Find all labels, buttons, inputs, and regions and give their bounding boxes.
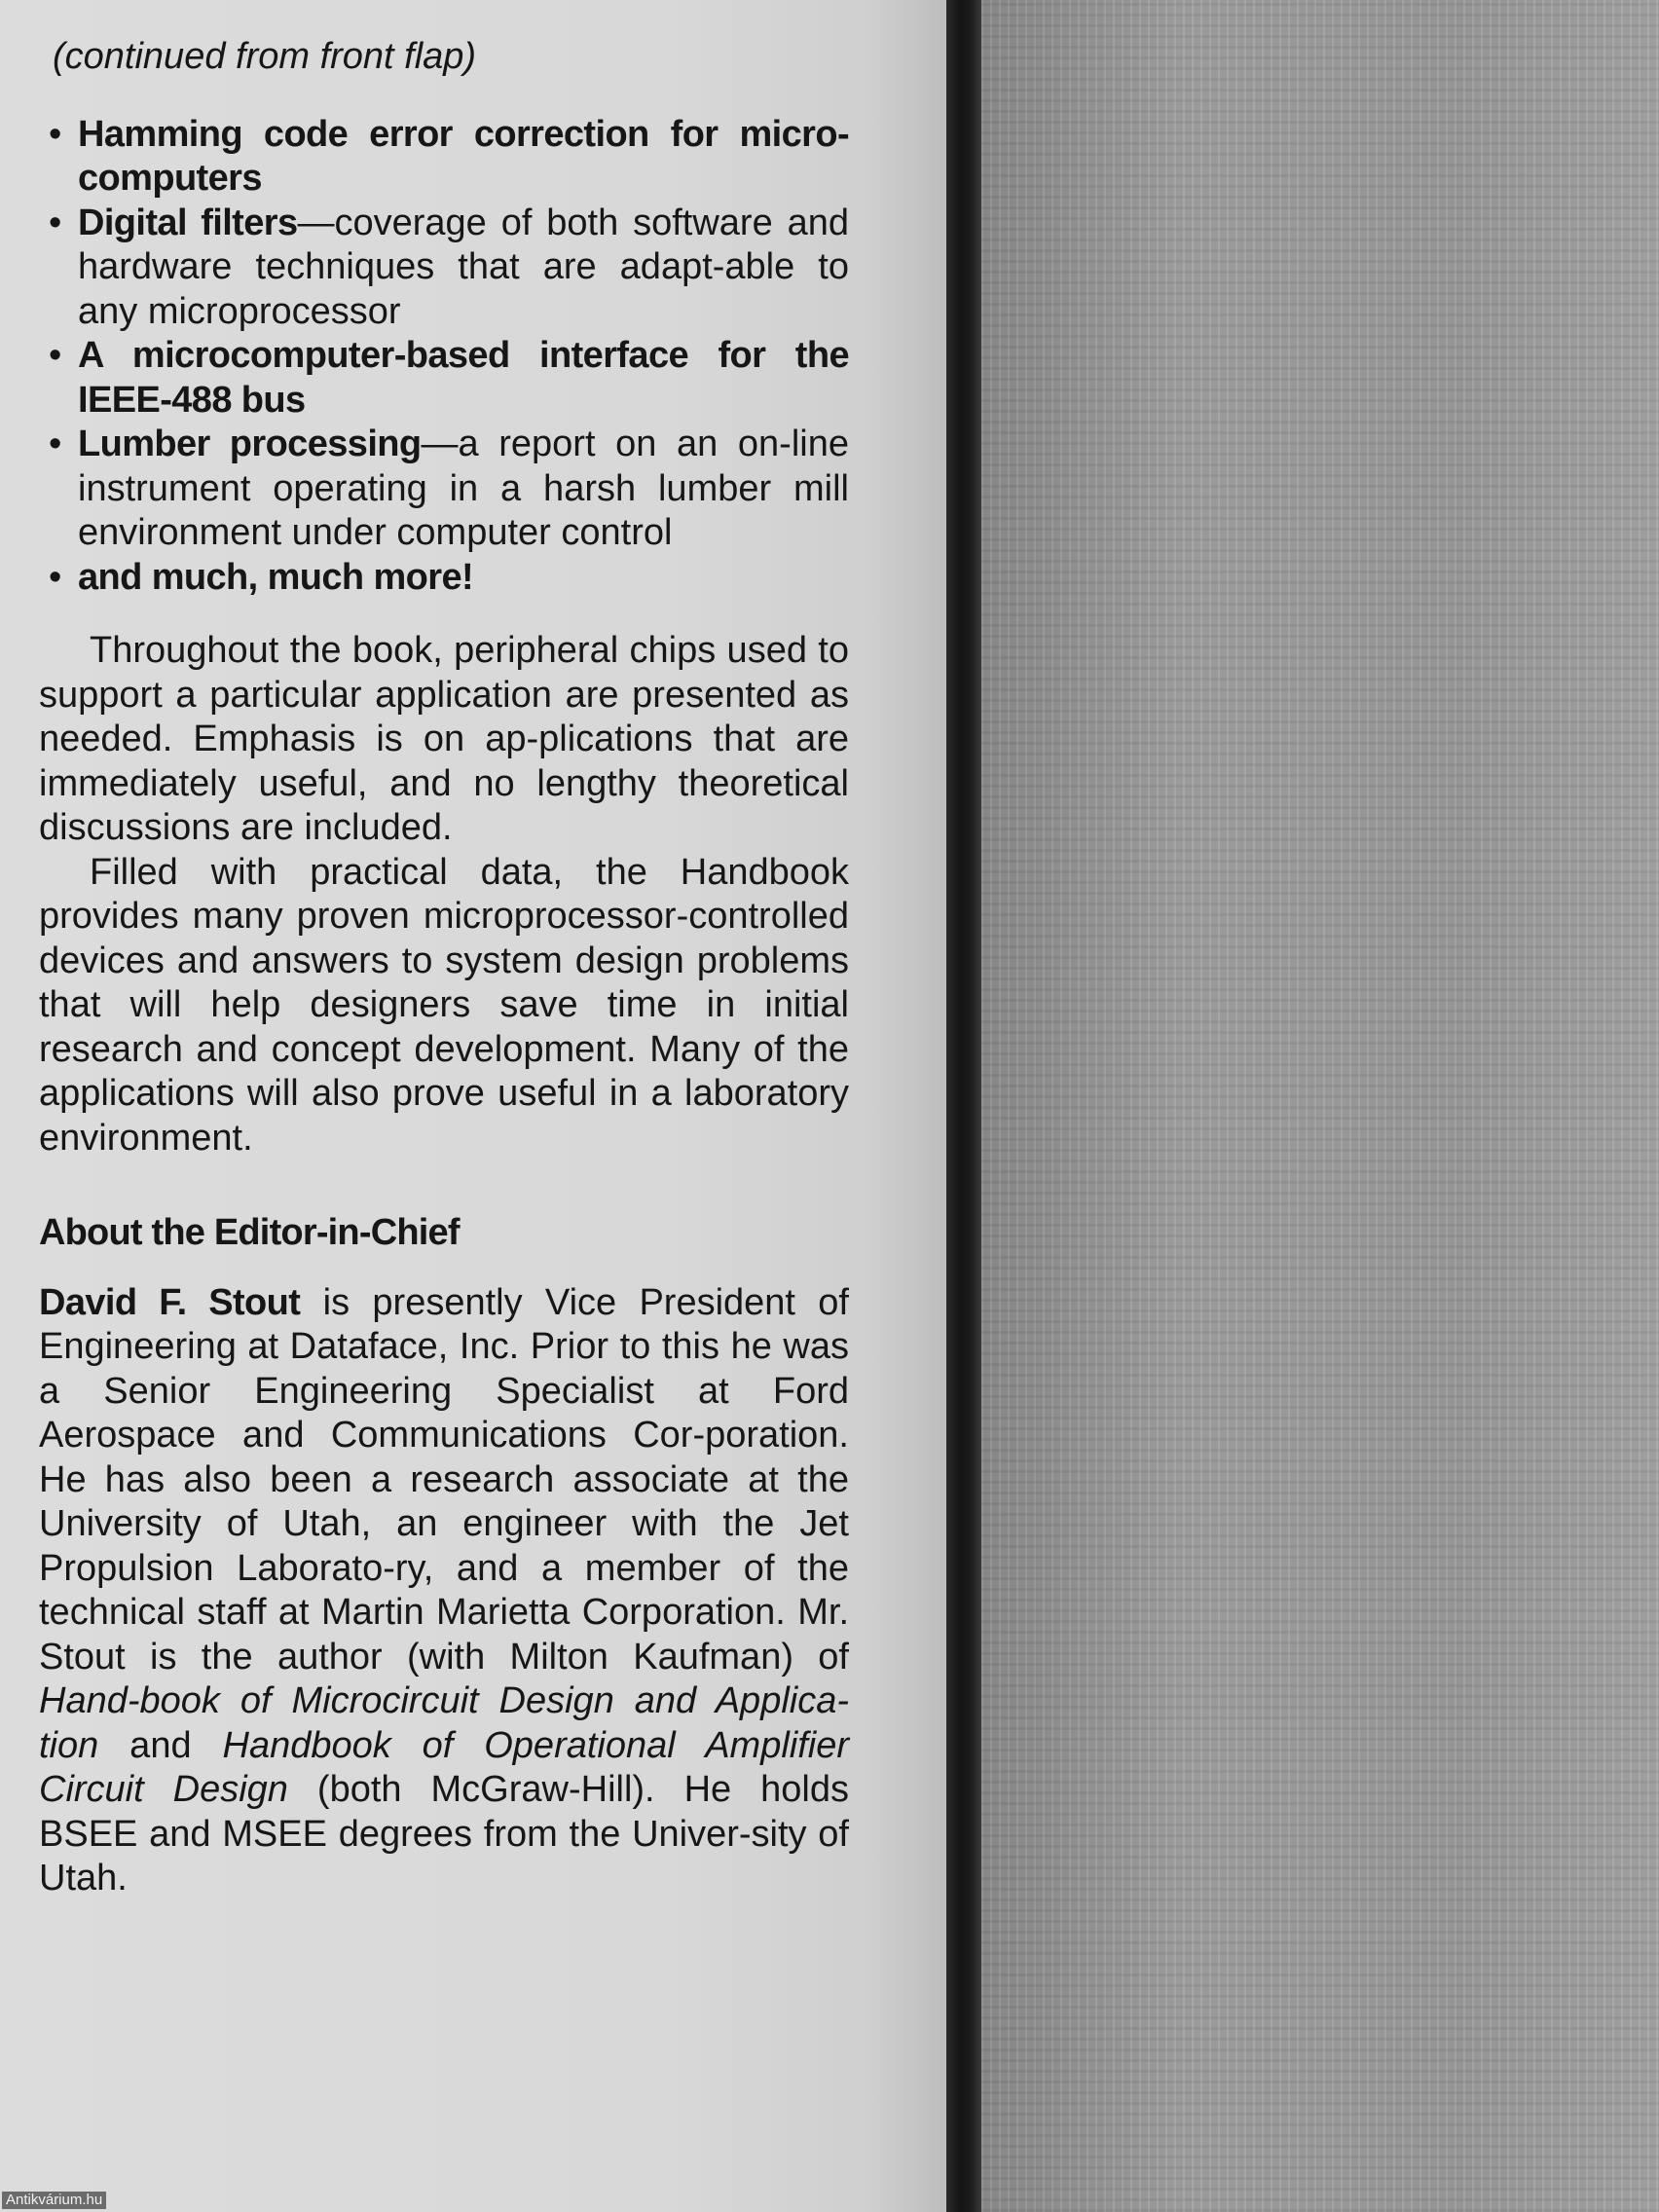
continued-note: (continued from front flap) xyxy=(53,36,477,77)
feature-title: Hamming code error correction for micro-computers xyxy=(78,113,849,199)
feature-title: A microcomputer-based interface for the IEEE-488 bus xyxy=(78,335,849,421)
book-title-1: Hand-book of Microcircuit Design and Applica-tion xyxy=(39,1680,849,1766)
feature-item xyxy=(39,113,849,202)
feature-item xyxy=(39,202,849,335)
feature-item xyxy=(39,556,849,601)
flap-edge-shadow xyxy=(946,0,981,2212)
cover-board-texture xyxy=(981,0,1659,2212)
feature-item xyxy=(39,334,849,423)
watermark: Antikvárium.hu xyxy=(2,2192,106,2209)
paragraph-emphasis: Throughout the book, peripheral chips used to support a particular application are presented as needed. Emphasis is on ap-plications that are immediately useful, and no lengthy theoretical discussions are included. xyxy=(39,630,849,848)
book-title-2: Handbook of Operational Amplifier Circuit Design xyxy=(39,1724,849,1810)
editor-name: David F. Stout xyxy=(39,1281,301,1323)
feature-text: —coverage of both software and hardware techniques that are adapt-able to any microprocessor xyxy=(78,202,850,332)
feature-title: and much, much more! xyxy=(78,556,474,598)
bio-text-3: (both McGraw-Hill). He holds BSEE and MSEE degrees from the Univer-sity of Utah. xyxy=(39,1769,849,1899)
feature-item xyxy=(39,423,849,556)
editor-bio xyxy=(39,1281,849,1901)
bio-text-2: and xyxy=(98,1724,223,1766)
feature-title: Digital filters xyxy=(78,202,298,243)
feature-text: —a report on an on-line instrument operating in a harsh lumber mill environment under computer control xyxy=(78,424,849,553)
feature-title: Lumber processing xyxy=(78,424,422,464)
flap-content xyxy=(39,35,849,1901)
bio-text-1: is presently Vice President of Engineering at Dataface, Inc. Prior to this he was a Senior Engineering Specialist at Ford Aerospace and Communications Cor-poration. He has also been a research associate at the University of Utah, an engineer with the Jet Propulsion Laborato-ry, and a member of the technical staff at Martin Marietta Corporation. Mr. Stout is the author (with Milton Kaufman) of xyxy=(39,1281,849,1677)
about-heading: About the Editor-in-Chief xyxy=(39,1212,460,1253)
feature-list xyxy=(39,113,849,601)
paragraph-practical-data: Filled with practical data, the Handbook provides many proven microprocessor-controlled devices and answers to system design problems that will help designers save time in initial research and concept development. Many of the applications will also prove useful in a laboratory environment. xyxy=(39,851,849,1159)
